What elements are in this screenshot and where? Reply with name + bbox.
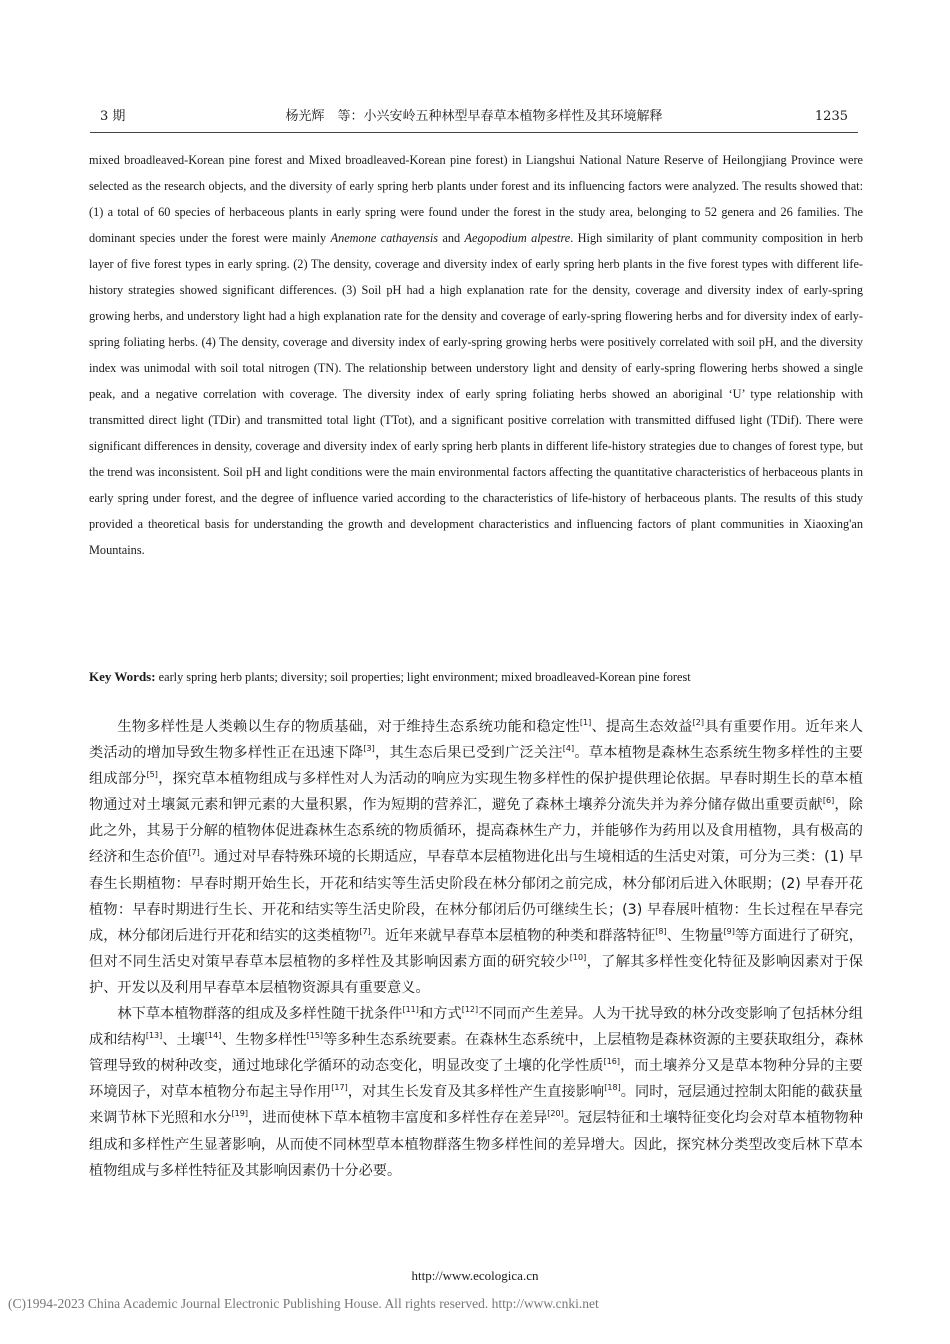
citation-ref[interactable]: [10] [569, 952, 587, 962]
citation-ref[interactable]: [7] [188, 848, 200, 858]
keywords [89, 664, 863, 690]
citation-ref[interactable]: [20] [547, 1109, 564, 1119]
citation-ref[interactable]: [4] [562, 744, 575, 754]
body-text: 、提高生态效益 [591, 719, 693, 735]
species-anemone: Anemone cathayensis [330, 231, 439, 245]
running-header [90, 106, 858, 128]
keywords-label: Key Words: [89, 669, 156, 684]
citation-ref[interactable]: [8] [655, 926, 667, 936]
page-number: 1235 [814, 109, 848, 124]
body-text: 具有重要作用。近年来人类活动的增加导致生物多样性正在迅速下降 [89, 719, 863, 762]
citation-ref[interactable]: [11] [402, 1005, 419, 1015]
footer-url[interactable]: http://www.ecologica.cn [411, 1268, 539, 1283]
header-divider [90, 132, 858, 133]
citation-ref[interactable]: [17] [331, 1083, 348, 1093]
body-text: 、土壤 [162, 1032, 205, 1049]
body-text: 。同时，冠层通过控制太阳能的截获量来调节林下光照和水分 [89, 1084, 863, 1127]
body-text: 不同而产生差异。人为干扰导致的林分改变影响了包括林分组成和结构 [89, 1006, 863, 1049]
citation-ref[interactable]: [12] [461, 1005, 479, 1015]
body-text: 等方面进行了研究，但对不同生活史对策早春草本层植物的多样性及其影响因素方面的研究较少 [89, 927, 863, 970]
copyright-line: (C)1994-2023 China Academic Journal Electronic Publishing House. All rights reserved. http://www.cnki.net [8, 1296, 599, 1311]
citation-ref[interactable]: [19] [231, 1109, 248, 1119]
citation-ref[interactable]: [16] [603, 1057, 620, 1067]
body-text: 、生物多样性 [221, 1032, 307, 1049]
body-text: 。草本植物是森林生态系统生物多样性的主要组成部分 [89, 745, 863, 788]
citation-ref[interactable]: [5] [146, 770, 158, 780]
citation-ref[interactable]: [9] [723, 926, 735, 936]
citation-ref[interactable]: [3] [363, 744, 375, 754]
body-text: 。冠层特征和土壤特征变化均会对草本植物物种组成和多样性产生显著影响，从而使不同林型草本植物群落生物多样性间的差异增大。因此，探究林分类型改变后林下草本植物组成与多样性特征及其影响因素仍十分必要。 [89, 1110, 863, 1179]
body-text: 。通过对早春特殊环境的长期适应，早春草本层植物进化出与生境相适的生活史对策，可分为三类：(1) 早春生长期植物：早春时期开始生长，开花和结实等生活史阶段在林分郁闭之前完成，林分郁闭后进入休眠期；(2) 早春开花植物：早春时期进行生长、开花和结实等生活史阶段，在林分郁闭后仍可继续生长；(3) 早春展叶植物：生长过程在早春完成，林分郁闭后进行开花和结实的这类植物 [89, 849, 863, 944]
abstract-and: and [438, 231, 465, 245]
intro-paragraph-1 [89, 714, 863, 1001]
citation-ref[interactable]: [14] [204, 1031, 222, 1041]
citation-ref[interactable]: [1] [579, 718, 592, 727]
citation-ref[interactable]: [2] [692, 718, 704, 727]
body-text: 。近年来就早春草本层植物的种类和群落特征 [370, 927, 656, 944]
species-aegopodium: Aegopodium alpestre [464, 231, 571, 245]
body-text: 生物多样性是人类赖以生存的物质基础，对于维持生态系统功能和稳定性 [117, 719, 580, 735]
body-text: 、生物量 [666, 927, 724, 944]
issue-number: 3 期 [100, 109, 126, 124]
abstract-text-part2: . High similarity of plant community composition in herb layer of five forest types in early spring. (2) The density, coverage and diversity index of early spring herb plants in the five forest types with different life-history strategies showed significant differences. (3) Soil pH had a high explanation rate for the density, coverage and diversity index of early-spring growing herbs, and understory light had a high explanation rate for the density and coverage of early-spring flowering herbs and for diversity index of early-spring foliating herbs. (4) The density, coverage and diversity index of early-spring growing herbs were positively correlated with soil pH, and the diversity index was unimodal with soil total nitrogen (TN). The relationship between understory light and density of early-spring flowering herbs showed a single peak, and a negative correlation with coverage. The diversity index of early spring foliating herbs showed an aboriginal ‘U’ type relationship with transmitted direct light (TDir) and transmitted total light (TTot), and a significant positive correlation with transmitted diffused light (TDif). There were significant differences in density, coverage and diversity index of early spring herb plants in different life-history strategies due to changes of forest type, but the trend was inconsistent. Soil pH and light conditions were the main environmental factors affecting the quantitative characteristics of herbaceous plants in early spring under forest, and the degree of influence varied according to the characteristics of life-history of herbaceous plants. The results of this study provided a theoretical basis for understanding the growth and development characteristics and influencing factors of plant communities in Xiaoxing'an Mountains. [89, 231, 863, 557]
body-text: ，除此之外，其易于分解的植物体促进森林生态系统的物质循环，提高森林生产力，并能够作为药用以及食用植物，具有极高的经济和生态价值 [89, 797, 863, 866]
english-abstract [89, 147, 863, 563]
citation-ref[interactable]: [6] [822, 796, 835, 806]
citation-ref[interactable]: [13] [145, 1031, 163, 1041]
running-title: 杨光辉 等：小兴安岭五种林型早春草本植物多样性及其环境解释 [285, 109, 663, 124]
keywords-text: early spring herb plants; diversity; soil properties; light environment; mixed broadleaved-Korean pine forest [155, 670, 691, 684]
body-text: ，其生态后果已受到广泛关注 [374, 745, 563, 762]
body-text: ，探究草本植物组成与多样性对人为活动的响应为实现生物多样性的保护提供理论依据。早春时期生长的草本植物通过对土壤氮元素和钾元素的大量积累，作为短期的营养汇，避免了森林土壤养分流失并为养分储存做出重要贡献 [89, 771, 863, 814]
citation-ref[interactable]: [18] [604, 1083, 621, 1093]
body-text: 和方式 [418, 1006, 462, 1023]
citation-ref[interactable]: [15] [306, 1031, 324, 1041]
body-text: ，了解其多样性变化特征及影响因素对于保护、开发以及利用早春草本层植物资源具有重要意义。 [89, 953, 863, 996]
body-text: 林下草本植物群落的组成及多样性随干扰条件 [117, 1006, 403, 1023]
body-text: ，进而使林下草本植物丰富度和多样性存在差异 [247, 1110, 548, 1127]
body-text: ，对其生长发育及其多样性产生直接影响 [347, 1084, 605, 1101]
chinese-body [89, 714, 863, 1184]
citation-ref[interactable]: [7] [359, 926, 371, 936]
abstract-text-part1: mixed broadleaved-Korean pine forest and Mixed broadleaved-Korean pine forest) in Liangshui National Nature Reserve of Heilongjiang Province were selected as the research objects, and the diversity of early spring herb plants under forest and its influencing factors were analyzed. The results showed that: (1) a total of 60 species of herbaceous plants in early spring were found under the forest in the study area, belonging to 52 genera and 26 families. The dominant species under the forest were mainly [89, 153, 863, 245]
body-text: ，而土壤养分又是草本物种分异的主要环境因子，对草本植物分布起主导作用 [89, 1058, 863, 1101]
body-text: 等多种生态系统要素。在森林生态系统中，上层植物是森林资源的主要获取组分，森林管理导致的树种改变，通过地球化学循环的动态变化，明显改变了土壤的化学性质 [89, 1032, 863, 1075]
intro-paragraph-2 [89, 1001, 863, 1184]
